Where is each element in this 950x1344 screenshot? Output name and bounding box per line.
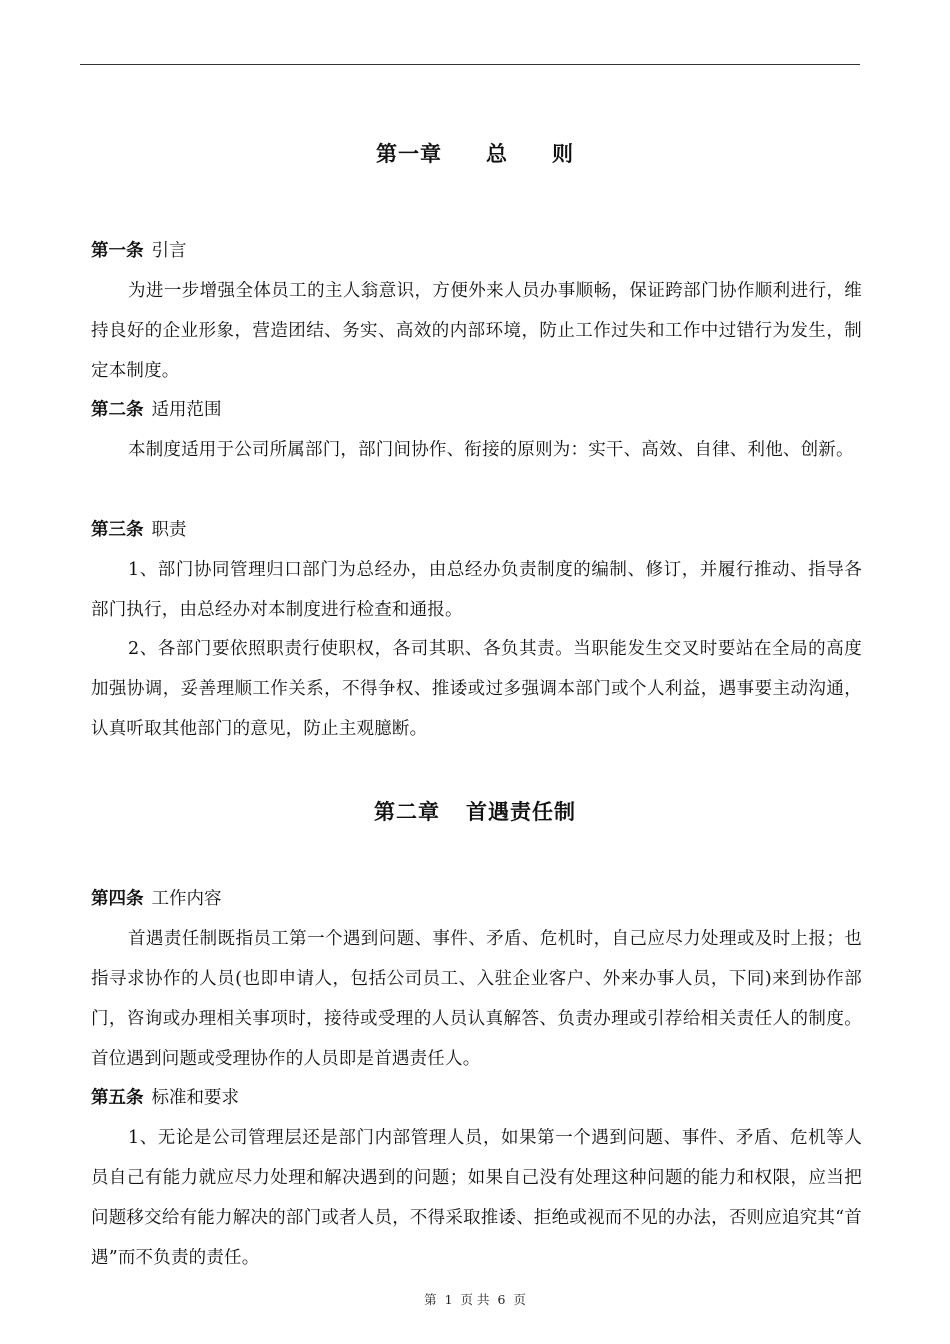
article-5-paragraph-1: 1、无论是公司管理层还是部门内部管理人员，如果第一个遇到问题、事件、矛盾、危机等人员自己有能力就应尽力处理和解决遇到的问题；如果自己没有处理这种问题的能力和权限，应当把问题移交给有能力解决的部门或者人员，不得采取推诿、拒绝或视而不见的办法，否则应追究其“首遇”而不负责的责任。: [91, 1128, 862, 1268]
article-4-topic: 工作内容: [151, 889, 222, 909]
chapter-1-number: 第一章: [376, 142, 442, 166]
article-4-number: 第四条: [91, 889, 144, 909]
article-1-topic: 引言: [151, 241, 187, 261]
article-3-heading: [91, 518, 187, 542]
article-3-number: 第三条: [91, 520, 144, 540]
chapter-2-number: 第二章: [374, 800, 440, 824]
chapter-2-title: [0, 796, 950, 826]
footer-prefix: 第: [424, 1292, 437, 1307]
footer-suffix: 页: [513, 1292, 526, 1307]
article-4-paragraph-1: 首遇责任制既指员工第一个遇到问题、事件、矛盾、危机时，自己应尽力处理或及时上报；也指寻求协作的人员(也即申请人，包括公司员工、入驻企业客户、外来办事人员，下同)来到协作部门，咨询或办理相关事项时，接待或受理的人员认真解答、负责办理或引荐给相关责任人的制度。首位遇到问题或受理协作的人员即是首遇责任人。: [91, 929, 862, 1069]
article-5-heading: [91, 1086, 239, 1110]
footer-page-number: 1: [444, 1292, 453, 1307]
footer-mid: 页 共: [460, 1292, 490, 1307]
article-5-topic: 标准和要求: [151, 1088, 239, 1108]
article-2-topic: 适用范围: [151, 400, 222, 420]
article-1-paragraph-1: 为进一步增强全体员工的主人翁意识，方便外来人员办事顺畅，保证跨部门协作顺利进行，维持良好的企业形象，营造团结、务实、高效的内部环境，防止工作过失和工作中过错行为发生，制定本制度。: [91, 281, 862, 381]
header-rule: [80, 64, 860, 65]
chapter-1-title: [0, 138, 950, 168]
chapter-1-title-b: 则: [552, 142, 574, 166]
article-2-paragraph-1: 本制度适用于公司所属部门，部门间协作、衔接的原则为：实干、高效、自律、利他、创新。: [128, 440, 854, 460]
article-2-heading: [91, 398, 222, 422]
page-footer: [0, 1290, 950, 1308]
chapter-2-title-text: 首遇责任制: [466, 800, 576, 824]
footer-total-pages: 6: [497, 1292, 506, 1307]
article-3-paragraph-1: 1、部门协同管理归口部门为总经办，由总经办负责制度的编制、修订，并履行推动、指导各部门执行，由总经办对本制度进行检查和通报。: [91, 560, 862, 620]
article-3-topic: 职责: [151, 520, 187, 540]
article-1-heading: [91, 239, 187, 263]
chapter-1-title-a: 总: [486, 142, 508, 166]
article-4-heading: [91, 887, 222, 911]
article-5-number: 第五条: [91, 1088, 144, 1108]
article-2-number: 第二条: [91, 400, 144, 420]
article-1-number: 第一条: [91, 241, 144, 261]
article-3-paragraph-2: 2、各部门要依照职责行使职权，各司其职、各负其责。当职能发生交叉时要站在全局的高度加强协调，妥善理顺工作关系，不得争权、推诿或过多强调本部门或个人利益，遇事要主动沟通，认真听取其他部门的意见，防止主观臆断。: [91, 639, 862, 739]
